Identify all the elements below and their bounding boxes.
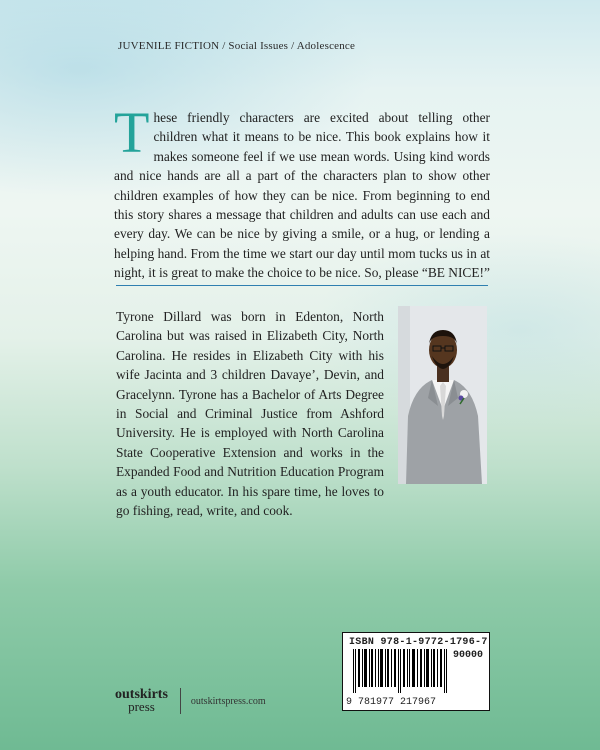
publisher-url: outskirtspress.com — [190, 695, 266, 707]
barcode-digits: 9 781977 217967 — [346, 697, 437, 708]
isbn-barcode — [342, 632, 490, 711]
publisher-logo — [115, 689, 168, 713]
section-divider — [116, 285, 488, 286]
book-description — [114, 100, 490, 283]
logo-line-1: outskirts — [115, 687, 168, 702]
publisher-separator — [180, 688, 181, 714]
barcode-bars — [353, 649, 449, 693]
price-code: 90000 — [452, 650, 483, 661]
author-bio: Tyrone Dillard was born in Edenton, North Carolina but was raised in Elizabeth City, North Carolina. He resides in Elizabeth City with his wife Jacinta and 3 children Davaye’, Devin, and Gracelynn. Tyrone has a Bachelor of Arts Degree in Social and Criminal Justice from Ashford University. He is employed with North Carolina State Cooperative Extension and works in the Expanded Food and Nutrition Education Program as a youth educator. In his spare time, he loves to go fishing, read, write, and cook. — [116, 309, 384, 519]
isbn-number: ISBN 978-1-9772-1796-7 — [349, 637, 488, 648]
drop-cap: T — [114, 100, 150, 165]
author-photo — [398, 306, 487, 484]
logo-line-2: press — [128, 699, 155, 714]
book-description-text: hese friendly characters are excited about telling other children what it means to be nice. This book explains how it makes someone feel if we use mean words. Using kind words and nice hands are all a part of the characters plan to show other children examples of how they can be nice. From beginning to end this story shares a message that children and adults can use each and every day. We can be nice by giving a smile, or a hug, or lending a helping hand. From the time we start our day until mom tucks us in at night, it is great to make the choice to be nice. So, please “BE NICE!” — [114, 110, 490, 281]
category-line: JUVENILE FICTION / Social Issues / Adolescence — [118, 40, 356, 52]
publisher-block — [115, 686, 266, 716]
